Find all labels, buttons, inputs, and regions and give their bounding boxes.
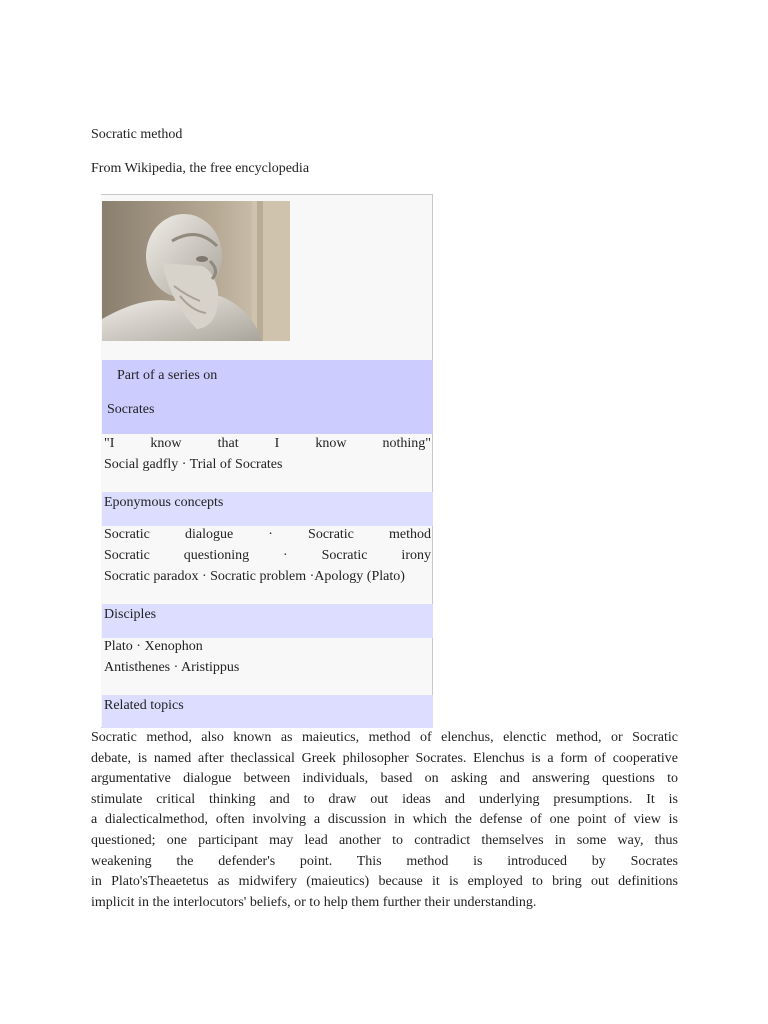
- article-line: in Plato'sTheaetetus as midwifery (maieutics) because it is employed to bring out definitions: [91, 874, 678, 890]
- article-line: Socratic method, also known as maieutics, method of elenchus, elenctic method, or Socratic: [91, 730, 678, 745]
- concepts-heading: Eponymous concepts: [104, 495, 224, 510]
- article-line: argumentative dialogue between individuals, based on asking and answering questions to: [91, 771, 678, 787]
- concepts-line-2[interactable]: Socratic questioning · Socratic irony: [104, 548, 431, 563]
- disciples-line-1[interactable]: Plato · Xenophon: [104, 639, 203, 654]
- article-paragraph: [91, 728, 678, 913]
- page-subtitle: From Wikipedia, the free encyclopedia: [91, 161, 310, 176]
- article-line: implicit in the interlocutors' beliefs, or to help them further their understanding.: [91, 894, 537, 910]
- disciples-line-2[interactable]: Antisthenes · Aristippus: [104, 660, 240, 675]
- concepts-line-1[interactable]: Socratic dialogue · Socratic method: [104, 527, 431, 542]
- page-title: Socratic method: [91, 127, 183, 142]
- article-line: stimulate critical thinking and to draw out ideas and underlying presumptions. It is: [91, 791, 678, 807]
- infobox: [101, 194, 433, 728]
- article-line: a dialecticalmethod, often involving a discussion in which the defense of one point of view is: [91, 812, 678, 828]
- concepts-line-3[interactable]: Socratic paradox · Socratic problem ·Apology (Plato): [104, 569, 405, 584]
- series-name[interactable]: Socrates: [107, 402, 155, 417]
- quote-links[interactable]: Social gadfly · Trial of Socrates: [104, 457, 283, 472]
- article-line: weakening the defender's point. This method is introduced by Socrates: [91, 853, 678, 869]
- related-heading[interactable]: Related topics: [104, 698, 184, 713]
- article-line: questioned; one participant may lead another to contradict themselves in some way, thus: [91, 832, 678, 848]
- disciples-heading: Disciples: [104, 607, 157, 622]
- socrates-bust-image: [102, 201, 290, 341]
- series-label: Part of a series on: [117, 368, 218, 383]
- quote-line[interactable]: "I know that I know nothing": [104, 436, 431, 451]
- article-line: debate, is named after theclassical Greek philosopher Socrates. Elenchus is a form of cooperative: [91, 750, 678, 766]
